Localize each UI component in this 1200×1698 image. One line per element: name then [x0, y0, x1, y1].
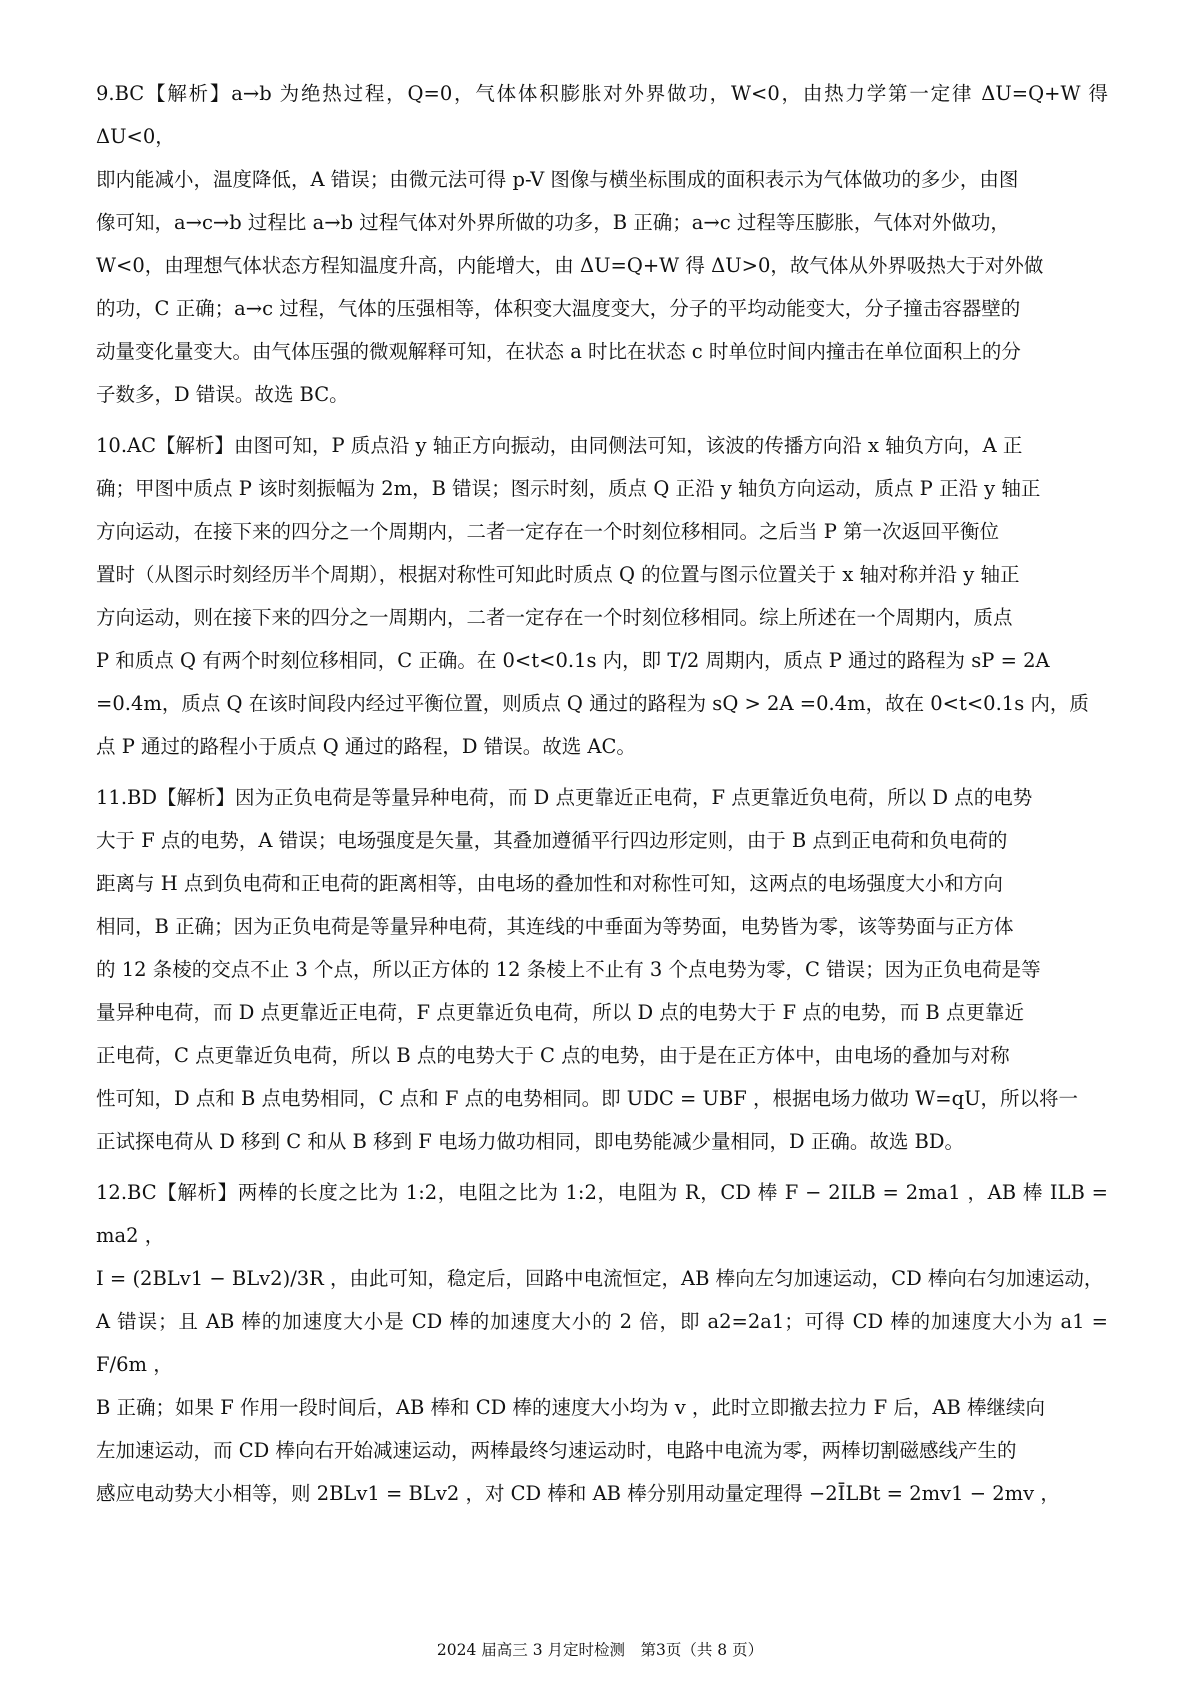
text-line: 的 12 条棱的交点不止 3 个点，所以正方体的 12 条棱上不止有 3 个点电势为零，C 错误；因为正负电荷是等	[96, 958, 1041, 981]
text-line: 子数多，D 错误。故选 BC。	[96, 383, 349, 406]
text-line: 12.BC【解析】两棒的长度之比为 1:2，电阻之比为 1:2，电阻为 R，CD 棒 F − 2ILB = 2ma1 ，AB 棒 ILB = ma2 ，	[96, 1181, 1108, 1247]
answer-q12	[96, 1171, 1108, 1515]
text-line: =0.4m，质点 Q 在该时间段内经过平衡位置，则质点 Q 通过的路程为 sQ > 2A =0.4m，故在 0<t<0.1s 内，质	[96, 692, 1089, 715]
text-line: 左加速运动，而 CD 棒向右开始减速运动，两棒最终匀速运动时，电路中电流为零，两棒切割磁感线产生的	[96, 1439, 1017, 1462]
text-line: 动量变化量变大。由气体压强的微观解释可知，在状态 a 时比在状态 c 时单位时间内撞击在单位面积上的分	[96, 340, 1021, 363]
text-line: 11.BD【解析】因为正负电荷是等量异种电荷，而 D 点更靠近正电荷，F 点更靠近负电荷，所以 D 点的电势	[96, 786, 1033, 809]
text-line: 相同，B 正确；因为正负电荷是等量异种电荷，其连线的中垂面为等势面，电势皆为零，该等势面与正方体	[96, 915, 1014, 938]
text-line: B 正确；如果 F 作用一段时间后，AB 棒和 CD 棒的速度大小均为 v ，此时立即撤去拉力 F 后，AB 棒继续向	[96, 1396, 1045, 1419]
text-line: I = (2BLv1 − BLv2)/3R ，由此可知，稳定后，回路中电流恒定，AB 棒向左匀加速运动，CD 棒向右匀加速运动，	[96, 1267, 1104, 1290]
text-line: 距离与 H 点到负电荷和正电荷的距离相等，由电场的叠加性和对称性可知，这两点的电场强度大小和方向	[96, 872, 1003, 895]
text-line: 量异种电荷，而 D 点更靠近正电荷，F 点更靠近负电荷，所以 D 点的电势大于 F 点的电势，而 B 点更靠近	[96, 1001, 1024, 1024]
text-line: W<0，由理想气体状态方程知温度升高，内能增大，由 ΔU=Q+W 得 ΔU>0，故气体从外界吸热大于对外做	[96, 254, 1044, 277]
text-line: 9.BC【解析】a→b 为绝热过程，Q=0，气体体积膨胀对外界做功，W<0，由热力学第一定律 ΔU=Q+W 得 ΔU<0，	[96, 82, 1108, 148]
text-line: 方向运动，则在接下来的四分之一周期内，二者一定存在一个时刻位移相同。综上所述在一个周期内，质点	[96, 606, 1013, 629]
text-line: 即内能减小，温度降低，A 错误；由微元法可得 p-V 图像与横坐标围成的面积表示为气体做功的多少，由图	[96, 168, 1019, 191]
answer-q11	[96, 776, 1108, 1163]
text-line: 确；甲图中质点 P 该时刻振幅为 2m，B 错误；图示时刻，质点 Q 正沿 y 轴负方向运动，质点 P 正沿 y 轴正	[96, 477, 1041, 500]
text-line: 感应电动势大小相等，则 2BLv1 = BLv2 ，对 CD 棒和 AB 棒分别用动量定理得 −2ĪLBt = 2mv1 − 2mv ，	[96, 1482, 1060, 1505]
text-line: 正试探电荷从 D 移到 C 和从 B 移到 F 电场力做功相同，即电势能减少量相同，D 正确。故选 BD。	[96, 1130, 964, 1153]
text-line: 10.AC【解析】由图可知，P 质点沿 y 轴正方向振动，由同侧法可知，该波的传播方向沿 x 轴负方向，A 正	[96, 434, 1023, 457]
text-line: 点 P 通过的路程小于质点 Q 通过的路程，D 错误。故选 AC。	[96, 735, 636, 758]
text-line: 方向运动，在接下来的四分之一个周期内，二者一定存在一个时刻位移相同。之后当 P 第一次返回平衡位	[96, 520, 1000, 543]
answer-q9	[96, 72, 1108, 416]
text-line: P 和质点 Q 有两个时刻位移相同，C 正确。在 0<t<0.1s 内，即 T/2 周期内，质点 P 通过的路程为 sP = 2A	[96, 649, 1050, 672]
answer-q10	[96, 424, 1108, 768]
page-footer: 2024 届高三 3 月定时检测 第3页（共 8 页）	[436, 1641, 764, 1659]
text-line: 的功，C 正确；a→c 过程，气体的压强相等，体积变大温度变大，分子的平均动能变大，分子撞击容器壁的	[96, 297, 1021, 320]
text-line: 正电荷，C 点更靠近负电荷，所以 B 点的电势大于 C 点的电势，由于是在正方体中，由电场的叠加与对称	[96, 1044, 1010, 1067]
text-line: 大于 F 点的电势，A 错误；电场强度是矢量，其叠加遵循平行四边形定则，由于 B 点到正电荷和负电荷的	[96, 829, 1008, 852]
text-line: 像可知，a→c→b 过程比 a→b 过程气体对外界所做的功多，B 正确；a→c 过程等压膨胀，气体对外做功，	[96, 211, 1010, 234]
text-line: A 错误；且 AB 棒的加速度大小是 CD 棒的加速度大小的 2 倍，即 a2=2a1；可得 CD 棒的加速度大小为 a1 = F/6m ，	[96, 1310, 1108, 1376]
text-line: 置时（从图示时刻经历半个周期），根据对称性可知此时质点 Q 的位置与图示位置关于 x 轴对称并沿 y 轴正	[96, 563, 1020, 586]
text-line: 性可知，D 点和 B 点电势相同，C 点和 F 点的电势相同。即 UDC = UBF ，根据电场力做功 W=qU，所以将一	[96, 1087, 1079, 1110]
